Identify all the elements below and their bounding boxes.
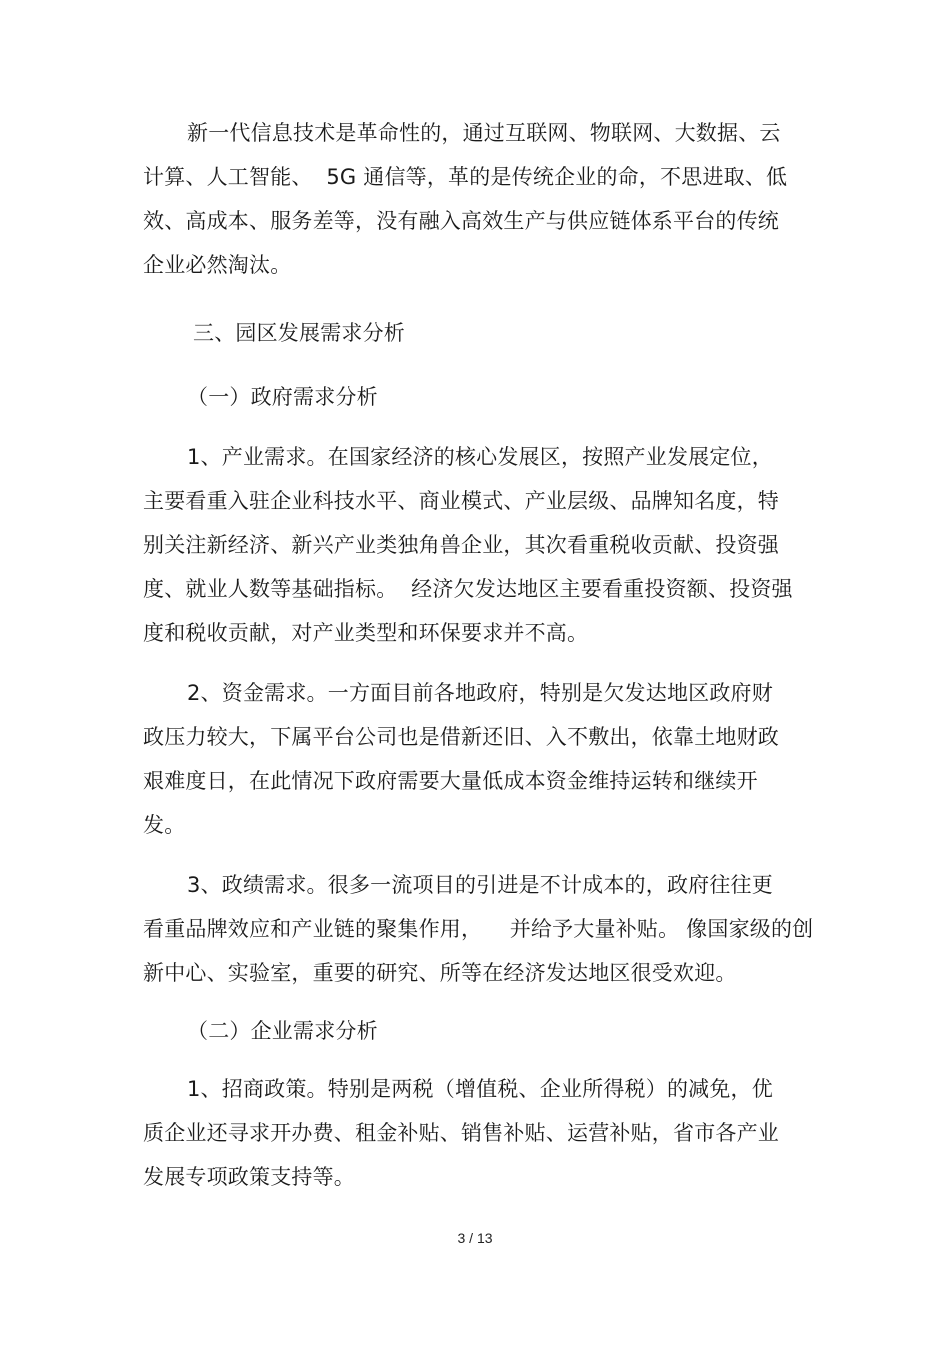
page-number: 3 / 13 xyxy=(457,1230,493,1246)
gov-item2-line-3: 艰难度日，在此情况下政府需要大量低成本资金维持运转和继续开 xyxy=(143,769,758,793)
gov-item1-line-1: 1、产业需求。在国家经济的核心发展区，按照产业发展定位， xyxy=(187,445,773,469)
section-heading: 三、园区发展需求分析 xyxy=(193,321,405,345)
ent-item1-line-1: 1、招商政策。特别是两税（增值税、企业所得税）的减免，优 xyxy=(187,1077,773,1101)
gov-item3-line-2: 看重品牌效应和产业链的聚集作用， 并给予大量补贴。 像国家级的创 xyxy=(143,917,814,941)
gov-item2-line-4: 发。 xyxy=(143,813,186,837)
subsection-government: （一）政府需求分析 xyxy=(187,385,378,409)
intro-line-3: 效、高成本、服务差等，没有融入高效生产与供应链体系平台的传统 xyxy=(143,209,779,233)
gov-item1-line-3: 别关注新经济、新兴产业类独角兽企业，其次看重税收贡献、投资强 xyxy=(143,533,779,557)
gov-item2-line-2: 政压力较大，下属平台公司也是借新还旧、入不敷出，依靠土地财政 xyxy=(143,725,779,749)
gov-item3-line-1: 3、政绩需求。很多一流项目的引进是不计成本的，政府往往更 xyxy=(187,873,773,897)
intro-line-1: 新一代信息技术是革命性的，通过互联网、物联网、大数据、云 xyxy=(187,121,781,145)
gov-item2-line-1: 2、资金需求。一方面目前各地政府，特别是欠发达地区政府财 xyxy=(187,681,773,705)
gov-item1-line-2: 主要看重入驻企业科技水平、商业模式、产业层级、品牌知名度，特 xyxy=(143,489,779,513)
gov-item1-line-4: 度、就业人数等基础指标。 经济欠发达地区主要看重投资额、投资强 xyxy=(143,577,793,601)
ent-item1-line-2: 质企业还寻求开办费、租金补贴、销售补贴、运营补贴，省市各产业 xyxy=(143,1121,779,1145)
ent-item1-line-3: 发展专项政策支持等。 xyxy=(143,1165,355,1189)
subsection-enterprise: （二）企业需求分析 xyxy=(187,1019,378,1043)
intro-line-4: 企业必然淘汰。 xyxy=(143,253,292,277)
gov-item1-line-5: 度和税收贡献，对产业类型和环保要求并不高。 xyxy=(143,621,589,645)
gov-item3-line-3: 新中心、实验室，重要的研究、所等在经济发达地区很受欢迎。 xyxy=(143,961,737,985)
intro-line-2: 计算、人工智能、 5G 通信等，革的是传统企业的命，不思进取、低 xyxy=(143,165,788,189)
